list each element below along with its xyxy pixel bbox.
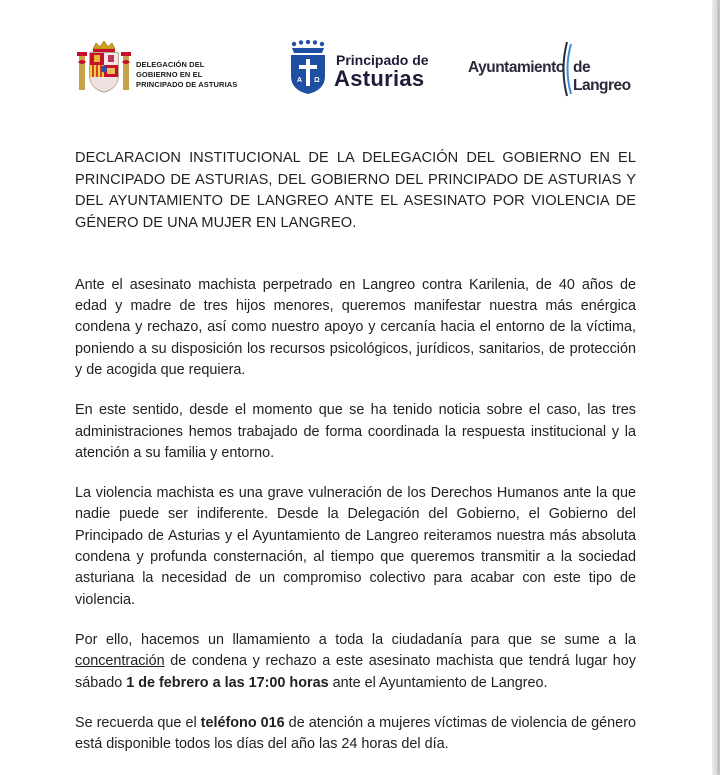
paragraph-2: En este sentido, desde el momento que se ha tenido noticia sobre el caso, las tres administraciones hemos trabajado de forma coordinada la respuesta institucional y la atención a su familia y entorno.: [75, 402, 636, 461]
ayuntamiento-langreo-logo: [468, 40, 646, 98]
paragraph-4-text-c: ante el Ayuntamiento de Langreo.: [328, 674, 548, 691]
declaration-title: DECLARACION INSTITUCIONAL DE LA DELEGACIÓN DEL GOBIERNO EN EL PRINCIPADO DE ASTURIAS, DEL GOBIERNO DEL PRINCIPADO DE ASTURIAS Y DEL AYUNTAMIENTO DE LANGREO ANTE EL ASESINATO POR VIOLENCIA DE GÉNERO DE UNA MUJER EN LANGREO.: [75, 150, 636, 232]
event-datetime: 1 de febrero a las 17:00 horas: [126, 674, 329, 691]
delegacion-gobierno-logo: [76, 40, 266, 96]
delegacion-line-2: GOBIERNO EN EL: [136, 70, 203, 79]
paragraph-4-text-a: Por ello, hacemos un llamamiento a toda la ciudadanía para que se sume a la: [75, 631, 636, 648]
delegacion-line-1: DELEGACIÓN DEL: [136, 60, 205, 69]
langreo-text-part1: Ayuntamiento: [468, 59, 565, 76]
delegacion-gobierno-text: [136, 60, 237, 90]
paragraph-4-text-b: de condena y rechazo a este asesinato machista que tendrá lugar hoy sábado: [75, 653, 636, 691]
paragraph-3: La violencia machista es una grave vulneración de los Derechos Humanos ante la que nadie puede ser indiferente. Desde la Delegación del Gobierno, el Gobierno del Principado de Asturias y el Ayuntamiento de Langreo reiteramos nuestra más absoluta condena y profunda consternación, al tiempo que queremos transmitir a la sociedad asturiana la necesidad de un compromiso colectivo para acabar con este tipo de violencia.: [75, 485, 636, 608]
asturias-crest-icon: [288, 40, 328, 96]
paragraph-1: Ante el asesinato machista perpetrado en Langreo contra Karilenia, de 40 años de edad y madre de tres hijos menores, queremos manifestar nuestra más enérgica condena y rechazo, así como nuestro apoyo y cercanía hacia el entorno de la víctima, poniendo a su disposición los recursos psicológicos, jurídicos, sanitarios, de protección y de acogida que requiera.: [75, 276, 636, 378]
svg-text:A: A: [297, 77, 303, 84]
paragraph-4: [75, 630, 636, 694]
delegacion-line-3: PRINCIPADO DE ASTURIAS: [136, 80, 238, 89]
spain-coat-of-arms-icon: [76, 40, 132, 96]
asturias-line-2: Asturias: [334, 66, 425, 91]
helpline-016: teléfono 016: [200, 714, 285, 731]
asturias-line-1: Principado de: [336, 52, 429, 68]
langreo-swoosh-icon: [558, 40, 574, 98]
svg-text:Ω: Ω: [314, 77, 320, 84]
paragraph-5-text-a: Se recuerda que el: [75, 714, 201, 731]
paragraph-5-text-b: de atención a mujeres víctimas de violencia de género está disponible todos los días del año las 24 horas del día.: [75, 714, 636, 753]
paragraph-5: [75, 713, 636, 756]
page-edge-shadow: [712, 0, 718, 775]
principado-asturias-logo: [288, 40, 438, 96]
declaration-body: [75, 148, 636, 774]
langreo-text-part2: de Langreo: [573, 59, 631, 94]
concentracion-link[interactable]: concentración: [75, 653, 165, 670]
